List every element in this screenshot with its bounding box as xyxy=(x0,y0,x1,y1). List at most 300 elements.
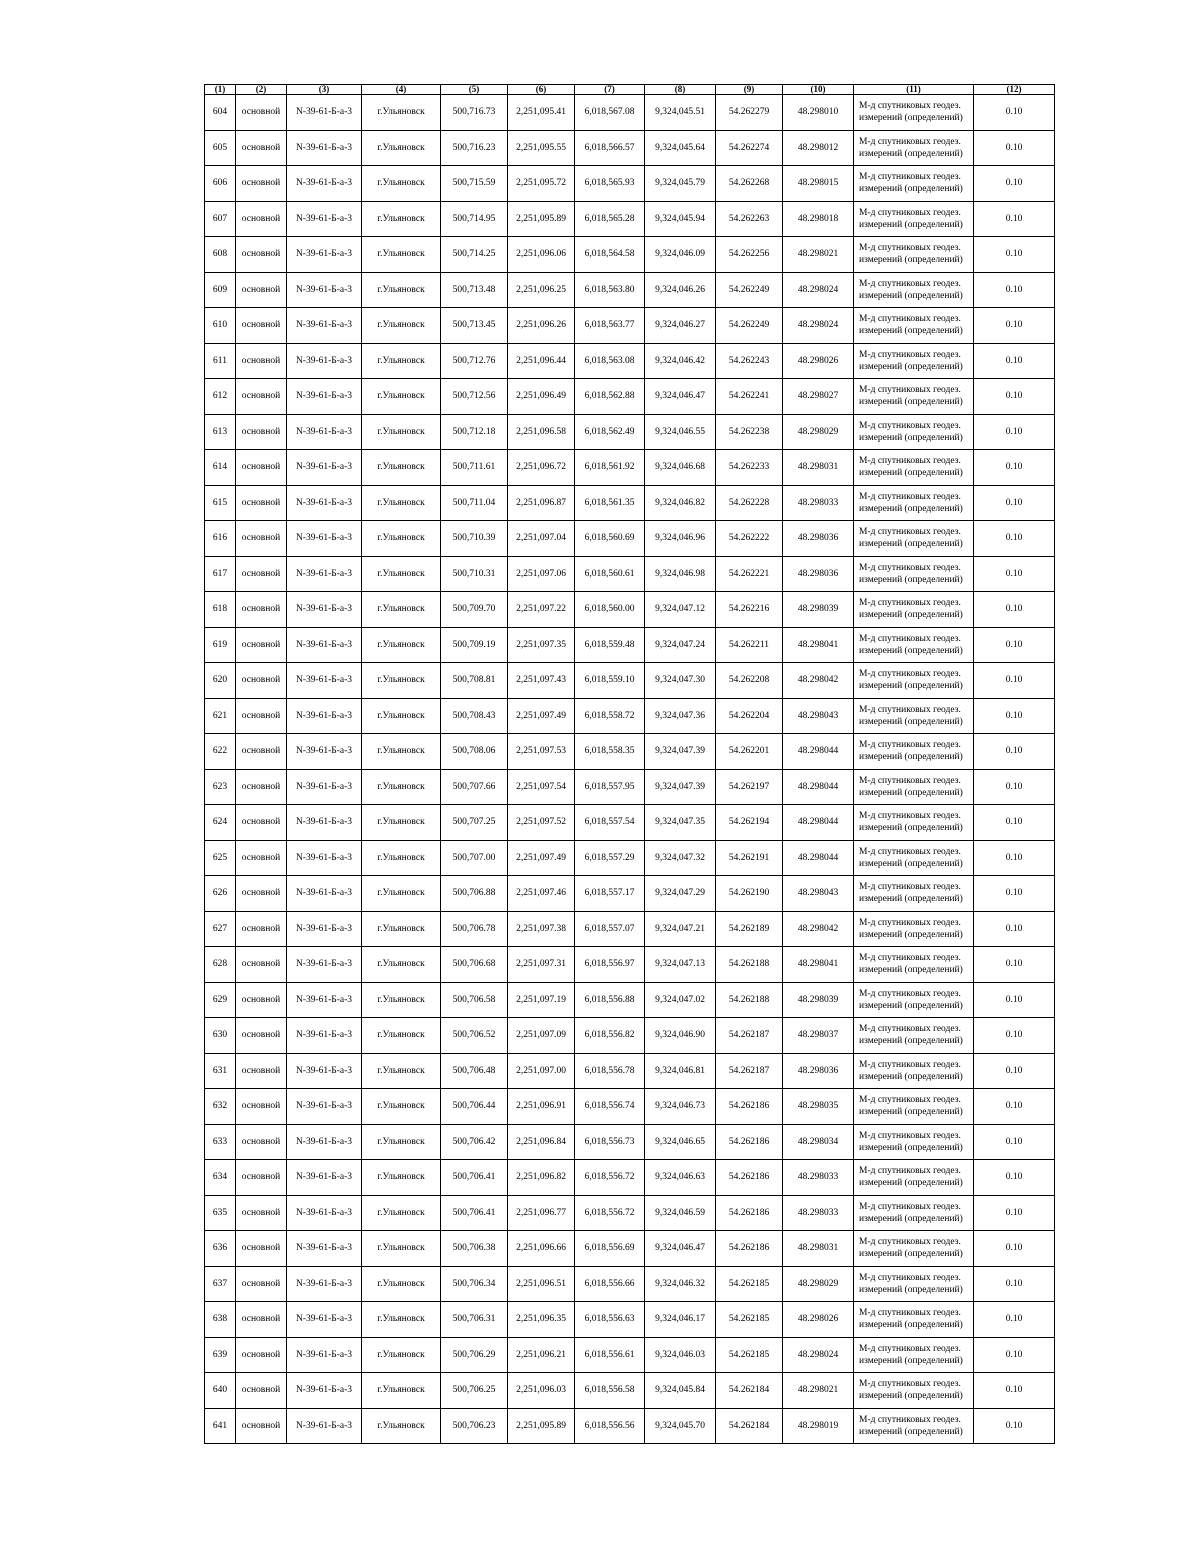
cell-longitude: 48.298024 xyxy=(783,272,854,308)
cell-point-number: 640 xyxy=(205,1373,236,1409)
cell-coord-y: 2,251,096.21 xyxy=(508,1337,575,1373)
cell-accuracy: 0.10 xyxy=(974,1160,1055,1196)
cell-point-number: 626 xyxy=(205,876,236,912)
cell-coord-y2: 9,324,046.55 xyxy=(645,414,716,450)
cell-locality: г.Ульяновск xyxy=(362,308,441,344)
cell-map-sheet: N-39-61-Б-а-3 xyxy=(287,308,362,344)
cell-point-number: 612 xyxy=(205,379,236,415)
cell-coord-x: 500,715.59 xyxy=(441,166,508,202)
cell-coord-y: 2,251,097.35 xyxy=(508,627,575,663)
table-row xyxy=(205,1195,1055,1231)
cell-coord-x2: 6,018,557.95 xyxy=(575,769,645,805)
cell-accuracy: 0.10 xyxy=(974,379,1055,415)
cell-point-number: 621 xyxy=(205,698,236,734)
cell-accuracy: 0.10 xyxy=(974,982,1055,1018)
cell-longitude: 48.298033 xyxy=(783,485,854,521)
cell-map-sheet: N-39-61-Б-а-3 xyxy=(287,272,362,308)
cell-latitude: 54.262189 xyxy=(716,911,783,947)
cell-point-number: 622 xyxy=(205,734,236,770)
cell-method: М-д спутниковых геодез. измерений (определений) xyxy=(854,521,974,557)
cell-map-sheet: N-39-61-Б-а-3 xyxy=(287,627,362,663)
cell-longitude: 48.298034 xyxy=(783,1124,854,1160)
column-header: (4) xyxy=(362,85,441,95)
cell-accuracy: 0.10 xyxy=(974,166,1055,202)
cell-latitude: 54.262274 xyxy=(716,130,783,166)
cell-coord-y2: 9,324,046.32 xyxy=(645,1266,716,1302)
cell-coord-x: 500,709.70 xyxy=(441,592,508,628)
cell-locality: г.Ульяновск xyxy=(362,698,441,734)
cell-coord-x: 500,714.95 xyxy=(441,201,508,237)
cell-latitude: 54.262228 xyxy=(716,485,783,521)
cell-locality: г.Ульяновск xyxy=(362,840,441,876)
table-row xyxy=(205,414,1055,450)
cell-latitude: 54.262197 xyxy=(716,769,783,805)
cell-coord-x2: 6,018,556.69 xyxy=(575,1231,645,1267)
cell-map-sheet: N-39-61-Б-а-3 xyxy=(287,1160,362,1196)
cell-method: М-д спутниковых геодез. измерений (определений) xyxy=(854,95,974,131)
cell-coord-y2: 9,324,046.42 xyxy=(645,343,716,379)
cell-method: М-д спутниковых геодез. измерений (определений) xyxy=(854,1231,974,1267)
cell-point-number: 616 xyxy=(205,521,236,557)
cell-locality: г.Ульяновск xyxy=(362,1408,441,1444)
cell-latitude: 54.262221 xyxy=(716,556,783,592)
column-header: (8) xyxy=(645,85,716,95)
cell-point-number: 604 xyxy=(205,95,236,131)
cell-coord-y: 2,251,096.58 xyxy=(508,414,575,450)
cell-locality: г.Ульяновск xyxy=(362,947,441,983)
cell-locality: г.Ульяновск xyxy=(362,379,441,415)
cell-accuracy: 0.10 xyxy=(974,556,1055,592)
cell-coord-x: 500,706.88 xyxy=(441,876,508,912)
cell-point-type: основной xyxy=(236,876,287,912)
cell-latitude: 54.262279 xyxy=(716,95,783,131)
cell-coord-x2: 6,018,559.48 xyxy=(575,627,645,663)
cell-coord-y: 2,251,096.35 xyxy=(508,1302,575,1338)
cell-longitude: 48.298024 xyxy=(783,1337,854,1373)
table-row xyxy=(205,272,1055,308)
cell-coord-x2: 6,018,557.17 xyxy=(575,876,645,912)
cell-accuracy: 0.10 xyxy=(974,698,1055,734)
cell-coord-x2: 6,018,563.77 xyxy=(575,308,645,344)
cell-method: М-д спутниковых геодез. измерений (определений) xyxy=(854,1195,974,1231)
cell-longitude: 48.298033 xyxy=(783,1195,854,1231)
cell-coord-x: 500,706.38 xyxy=(441,1231,508,1267)
table-row xyxy=(205,1053,1055,1089)
cell-method: М-д спутниковых геодез. измерений (определений) xyxy=(854,1302,974,1338)
cell-coord-y: 2,251,095.89 xyxy=(508,1408,575,1444)
cell-coord-y2: 9,324,046.59 xyxy=(645,1195,716,1231)
table-row xyxy=(205,663,1055,699)
cell-point-number: 641 xyxy=(205,1408,236,1444)
cell-coord-x2: 6,018,556.66 xyxy=(575,1266,645,1302)
column-header: (9) xyxy=(716,85,783,95)
cell-point-number: 631 xyxy=(205,1053,236,1089)
cell-longitude: 48.298043 xyxy=(783,876,854,912)
cell-longitude: 48.298044 xyxy=(783,840,854,876)
cell-map-sheet: N-39-61-Б-а-3 xyxy=(287,450,362,486)
table-row xyxy=(205,521,1055,557)
cell-locality: г.Ульяновск xyxy=(362,1231,441,1267)
cell-map-sheet: N-39-61-Б-а-3 xyxy=(287,982,362,1018)
cell-method: М-д спутниковых геодез. измерений (определений) xyxy=(854,1160,974,1196)
cell-coord-x: 500,706.44 xyxy=(441,1089,508,1125)
cell-coord-y2: 9,324,047.21 xyxy=(645,911,716,947)
cell-locality: г.Ульяновск xyxy=(362,343,441,379)
cell-point-type: основной xyxy=(236,343,287,379)
table-row xyxy=(205,130,1055,166)
cell-coord-x2: 6,018,563.08 xyxy=(575,343,645,379)
cell-coord-x2: 6,018,560.61 xyxy=(575,556,645,592)
cell-coord-x: 500,706.42 xyxy=(441,1124,508,1160)
cell-map-sheet: N-39-61-Б-а-3 xyxy=(287,734,362,770)
table-row xyxy=(205,592,1055,628)
cell-point-type: основной xyxy=(236,201,287,237)
cell-point-type: основной xyxy=(236,769,287,805)
cell-point-type: основной xyxy=(236,1373,287,1409)
cell-latitude: 54.262268 xyxy=(716,166,783,202)
cell-map-sheet: N-39-61-Б-а-3 xyxy=(287,1408,362,1444)
cell-latitude: 54.262191 xyxy=(716,840,783,876)
cell-map-sheet: N-39-61-Б-а-3 xyxy=(287,1302,362,1338)
cell-longitude: 48.298036 xyxy=(783,521,854,557)
cell-method: М-д спутниковых геодез. измерений (определений) xyxy=(854,1337,974,1373)
cell-longitude: 48.298012 xyxy=(783,130,854,166)
cell-map-sheet: N-39-61-Б-а-3 xyxy=(287,769,362,805)
cell-locality: г.Ульяновск xyxy=(362,95,441,131)
cell-latitude: 54.262249 xyxy=(716,272,783,308)
cell-coord-x2: 6,018,561.92 xyxy=(575,450,645,486)
cell-coord-y2: 9,324,045.79 xyxy=(645,166,716,202)
cell-point-number: 618 xyxy=(205,592,236,628)
cell-coord-x2: 6,018,561.35 xyxy=(575,485,645,521)
cell-method: М-д спутниковых геодез. измерений (определений) xyxy=(854,414,974,450)
table-row xyxy=(205,95,1055,131)
cell-coord-x2: 6,018,556.72 xyxy=(575,1195,645,1231)
cell-method: М-д спутниковых геодез. измерений (определений) xyxy=(854,1124,974,1160)
cell-coord-y2: 9,324,046.47 xyxy=(645,379,716,415)
cell-accuracy: 0.10 xyxy=(974,1266,1055,1302)
cell-coord-y: 2,251,095.72 xyxy=(508,166,575,202)
cell-coord-x: 500,709.19 xyxy=(441,627,508,663)
cell-coord-x2: 6,018,564.58 xyxy=(575,237,645,273)
cell-latitude: 54.262243 xyxy=(716,343,783,379)
cell-coord-y2: 9,324,045.51 xyxy=(645,95,716,131)
column-header: (12) xyxy=(974,85,1055,95)
cell-coord-x2: 6,018,557.07 xyxy=(575,911,645,947)
cell-longitude: 48.298021 xyxy=(783,237,854,273)
cell-coord-y2: 9,324,046.17 xyxy=(645,1302,716,1338)
cell-coord-y: 2,251,097.06 xyxy=(508,556,575,592)
cell-map-sheet: N-39-61-Б-а-3 xyxy=(287,485,362,521)
cell-latitude: 54.262241 xyxy=(716,379,783,415)
cell-latitude: 54.262263 xyxy=(716,201,783,237)
cell-latitude: 54.262256 xyxy=(716,237,783,273)
cell-coord-y: 2,251,096.72 xyxy=(508,450,575,486)
cell-coord-x: 500,707.25 xyxy=(441,805,508,841)
cell-locality: г.Ульяновск xyxy=(362,166,441,202)
table-header xyxy=(205,85,1055,95)
cell-map-sheet: N-39-61-Б-а-3 xyxy=(287,1231,362,1267)
cell-accuracy: 0.10 xyxy=(974,734,1055,770)
cell-latitude: 54.262185 xyxy=(716,1337,783,1373)
cell-coord-x2: 6,018,565.93 xyxy=(575,166,645,202)
points-table xyxy=(204,84,1055,1444)
cell-longitude: 48.298039 xyxy=(783,982,854,1018)
table-row xyxy=(205,485,1055,521)
cell-coord-x: 500,706.48 xyxy=(441,1053,508,1089)
cell-point-type: основной xyxy=(236,556,287,592)
cell-map-sheet: N-39-61-Б-а-3 xyxy=(287,663,362,699)
cell-latitude: 54.262216 xyxy=(716,592,783,628)
cell-accuracy: 0.10 xyxy=(974,1089,1055,1125)
cell-point-number: 615 xyxy=(205,485,236,521)
cell-accuracy: 0.10 xyxy=(974,485,1055,521)
cell-method: М-д спутниковых геодез. измерений (определений) xyxy=(854,1408,974,1444)
cell-longitude: 48.298036 xyxy=(783,556,854,592)
cell-longitude: 48.298010 xyxy=(783,95,854,131)
cell-coord-y: 2,251,097.19 xyxy=(508,982,575,1018)
cell-coord-y: 2,251,096.66 xyxy=(508,1231,575,1267)
cell-coord-y2: 9,324,046.63 xyxy=(645,1160,716,1196)
cell-latitude: 54.262211 xyxy=(716,627,783,663)
cell-longitude: 48.298029 xyxy=(783,1266,854,1302)
cell-coord-y2: 9,324,047.13 xyxy=(645,947,716,983)
cell-accuracy: 0.10 xyxy=(974,876,1055,912)
cell-accuracy: 0.10 xyxy=(974,1408,1055,1444)
cell-latitude: 54.262186 xyxy=(716,1231,783,1267)
cell-locality: г.Ульяновск xyxy=(362,485,441,521)
cell-point-number: 607 xyxy=(205,201,236,237)
cell-coord-y2: 9,324,046.03 xyxy=(645,1337,716,1373)
cell-locality: г.Ульяновск xyxy=(362,1337,441,1373)
cell-latitude: 54.262190 xyxy=(716,876,783,912)
cell-longitude: 48.298042 xyxy=(783,911,854,947)
cell-method: М-д спутниковых геодез. измерений (определений) xyxy=(854,379,974,415)
cell-coord-y: 2,251,097.43 xyxy=(508,663,575,699)
cell-method: М-д спутниковых геодез. измерений (определений) xyxy=(854,592,974,628)
cell-point-number: 605 xyxy=(205,130,236,166)
table-row xyxy=(205,1124,1055,1160)
cell-accuracy: 0.10 xyxy=(974,521,1055,557)
cell-coord-x: 500,706.52 xyxy=(441,1018,508,1054)
cell-accuracy: 0.10 xyxy=(974,947,1055,983)
table-row xyxy=(205,343,1055,379)
cell-coord-y2: 9,324,047.02 xyxy=(645,982,716,1018)
cell-map-sheet: N-39-61-Б-а-3 xyxy=(287,698,362,734)
cell-point-type: основной xyxy=(236,698,287,734)
cell-latitude: 54.262186 xyxy=(716,1089,783,1125)
cell-point-type: основной xyxy=(236,379,287,415)
cell-locality: г.Ульяновск xyxy=(362,201,441,237)
cell-latitude: 54.262204 xyxy=(716,698,783,734)
cell-point-number: 633 xyxy=(205,1124,236,1160)
cell-coord-x: 500,706.41 xyxy=(441,1195,508,1231)
cell-map-sheet: N-39-61-Б-а-3 xyxy=(287,343,362,379)
cell-latitude: 54.262185 xyxy=(716,1266,783,1302)
cell-longitude: 48.298044 xyxy=(783,734,854,770)
cell-coord-y2: 9,324,046.73 xyxy=(645,1089,716,1125)
cell-point-type: основной xyxy=(236,734,287,770)
cell-point-type: основной xyxy=(236,521,287,557)
cell-point-number: 613 xyxy=(205,414,236,450)
cell-coord-x: 500,707.66 xyxy=(441,769,508,805)
cell-accuracy: 0.10 xyxy=(974,627,1055,663)
cell-coord-x2: 6,018,565.28 xyxy=(575,201,645,237)
cell-accuracy: 0.10 xyxy=(974,1302,1055,1338)
cell-coord-x2: 6,018,560.00 xyxy=(575,592,645,628)
cell-coord-x: 500,706.25 xyxy=(441,1373,508,1409)
cell-accuracy: 0.10 xyxy=(974,272,1055,308)
cell-longitude: 48.298041 xyxy=(783,947,854,983)
cell-latitude: 54.262222 xyxy=(716,521,783,557)
cell-coord-y: 2,251,096.87 xyxy=(508,485,575,521)
cell-accuracy: 0.10 xyxy=(974,201,1055,237)
table-row xyxy=(205,1337,1055,1373)
cell-method: М-д спутниковых геодез. измерений (определений) xyxy=(854,840,974,876)
cell-latitude: 54.262188 xyxy=(716,982,783,1018)
cell-map-sheet: N-39-61-Б-а-3 xyxy=(287,1195,362,1231)
cell-accuracy: 0.10 xyxy=(974,592,1055,628)
cell-coord-y: 2,251,097.46 xyxy=(508,876,575,912)
cell-point-type: основной xyxy=(236,805,287,841)
cell-point-type: основной xyxy=(236,130,287,166)
cell-map-sheet: N-39-61-Б-а-3 xyxy=(287,379,362,415)
cell-coord-y: 2,251,096.26 xyxy=(508,308,575,344)
cell-coord-x: 500,706.58 xyxy=(441,982,508,1018)
cell-map-sheet: N-39-61-Б-а-3 xyxy=(287,1089,362,1125)
cell-accuracy: 0.10 xyxy=(974,840,1055,876)
cell-point-number: 623 xyxy=(205,769,236,805)
cell-map-sheet: N-39-61-Б-а-3 xyxy=(287,414,362,450)
cell-coord-x2: 6,018,556.74 xyxy=(575,1089,645,1125)
table-row xyxy=(205,627,1055,663)
table-row xyxy=(205,308,1055,344)
cell-method: М-д спутниковых геодез. измерений (определений) xyxy=(854,663,974,699)
cell-method: М-д спутниковых геодез. измерений (определений) xyxy=(854,876,974,912)
cell-coord-y: 2,251,095.55 xyxy=(508,130,575,166)
cell-coord-y2: 9,324,047.39 xyxy=(645,734,716,770)
cell-method: М-д спутниковых геодез. измерений (определений) xyxy=(854,769,974,805)
cell-coord-y2: 9,324,046.98 xyxy=(645,556,716,592)
cell-coord-y: 2,251,095.89 xyxy=(508,201,575,237)
cell-method: М-д спутниковых геодез. измерений (определений) xyxy=(854,911,974,947)
cell-coord-x2: 6,018,556.58 xyxy=(575,1373,645,1409)
cell-latitude: 54.262208 xyxy=(716,663,783,699)
cell-coord-y2: 9,324,047.12 xyxy=(645,592,716,628)
cell-point-number: 617 xyxy=(205,556,236,592)
cell-coord-y: 2,251,096.51 xyxy=(508,1266,575,1302)
cell-method: М-д спутниковых геодез. измерений (определений) xyxy=(854,166,974,202)
cell-coord-y: 2,251,097.22 xyxy=(508,592,575,628)
cell-coord-y2: 9,324,046.68 xyxy=(645,450,716,486)
cell-longitude: 48.298042 xyxy=(783,663,854,699)
column-header: (7) xyxy=(575,85,645,95)
cell-accuracy: 0.10 xyxy=(974,1231,1055,1267)
cell-coord-y: 2,251,097.49 xyxy=(508,840,575,876)
cell-coord-x: 500,716.23 xyxy=(441,130,508,166)
cell-locality: г.Ульяновск xyxy=(362,130,441,166)
cell-map-sheet: N-39-61-Б-а-3 xyxy=(287,237,362,273)
cell-coord-y2: 9,324,046.90 xyxy=(645,1018,716,1054)
cell-point-type: основной xyxy=(236,1089,287,1125)
cell-longitude: 48.298031 xyxy=(783,1231,854,1267)
cell-longitude: 48.298037 xyxy=(783,1018,854,1054)
column-header: (11) xyxy=(854,85,974,95)
column-header: (6) xyxy=(508,85,575,95)
cell-coord-y: 2,251,097.09 xyxy=(508,1018,575,1054)
cell-coord-x2: 6,018,557.29 xyxy=(575,840,645,876)
cell-coord-x2: 6,018,558.35 xyxy=(575,734,645,770)
cell-method: М-д спутниковых геодез. измерений (определений) xyxy=(854,1089,974,1125)
cell-longitude: 48.298021 xyxy=(783,1373,854,1409)
cell-coord-x2: 6,018,556.97 xyxy=(575,947,645,983)
cell-locality: г.Ульяновск xyxy=(362,1373,441,1409)
cell-map-sheet: N-39-61-Б-а-3 xyxy=(287,592,362,628)
cell-method: М-д спутниковых геодез. измерений (определений) xyxy=(854,485,974,521)
cell-accuracy: 0.10 xyxy=(974,130,1055,166)
cell-point-number: 628 xyxy=(205,947,236,983)
table-body xyxy=(205,95,1055,1444)
table-row xyxy=(205,1231,1055,1267)
cell-coord-y: 2,251,097.52 xyxy=(508,805,575,841)
table-row xyxy=(205,734,1055,770)
cell-coord-y: 2,251,097.00 xyxy=(508,1053,575,1089)
cell-coord-y: 2,251,096.03 xyxy=(508,1373,575,1409)
cell-map-sheet: N-39-61-Б-а-3 xyxy=(287,130,362,166)
column-header: (5) xyxy=(441,85,508,95)
cell-method: М-д спутниковых геодез. измерений (определений) xyxy=(854,450,974,486)
cell-coord-y2: 9,324,045.84 xyxy=(645,1373,716,1409)
table-row xyxy=(205,947,1055,983)
cell-coord-x: 500,706.29 xyxy=(441,1337,508,1373)
cell-point-number: 614 xyxy=(205,450,236,486)
cell-accuracy: 0.10 xyxy=(974,1018,1055,1054)
cell-coord-x: 500,712.56 xyxy=(441,379,508,415)
cell-coord-x: 500,708.06 xyxy=(441,734,508,770)
cell-coord-x2: 6,018,563.80 xyxy=(575,272,645,308)
cell-method: М-д спутниковых геодез. измерений (определений) xyxy=(854,237,974,273)
cell-coord-y: 2,251,096.82 xyxy=(508,1160,575,1196)
cell-coord-x: 500,706.41 xyxy=(441,1160,508,1196)
table-row xyxy=(205,911,1055,947)
cell-coord-x2: 6,018,567.08 xyxy=(575,95,645,131)
cell-method: М-д спутниковых геодез. измерений (определений) xyxy=(854,805,974,841)
cell-latitude: 54.262187 xyxy=(716,1053,783,1089)
table-row xyxy=(205,769,1055,805)
cell-point-type: основной xyxy=(236,1266,287,1302)
cell-locality: г.Ульяновск xyxy=(362,414,441,450)
cell-method: М-д спутниковых геодез. измерений (определений) xyxy=(854,308,974,344)
table-row xyxy=(205,1266,1055,1302)
cell-map-sheet: N-39-61-Б-а-3 xyxy=(287,1373,362,1409)
cell-locality: г.Ульяновск xyxy=(362,627,441,663)
cell-accuracy: 0.10 xyxy=(974,343,1055,379)
table-row xyxy=(205,876,1055,912)
column-header: (2) xyxy=(236,85,287,95)
cell-locality: г.Ульяновск xyxy=(362,521,441,557)
cell-locality: г.Ульяновск xyxy=(362,1160,441,1196)
cell-accuracy: 0.10 xyxy=(974,1373,1055,1409)
cell-coord-x: 500,706.31 xyxy=(441,1302,508,1338)
cell-latitude: 54.262185 xyxy=(716,1302,783,1338)
cell-point-number: 611 xyxy=(205,343,236,379)
cell-method: М-д спутниковых геодез. измерений (определений) xyxy=(854,698,974,734)
cell-locality: г.Ульяновск xyxy=(362,1266,441,1302)
cell-latitude: 54.262187 xyxy=(716,1018,783,1054)
cell-coord-y2: 9,324,045.94 xyxy=(645,201,716,237)
cell-coord-x: 500,708.43 xyxy=(441,698,508,734)
cell-coord-x2: 6,018,558.72 xyxy=(575,698,645,734)
